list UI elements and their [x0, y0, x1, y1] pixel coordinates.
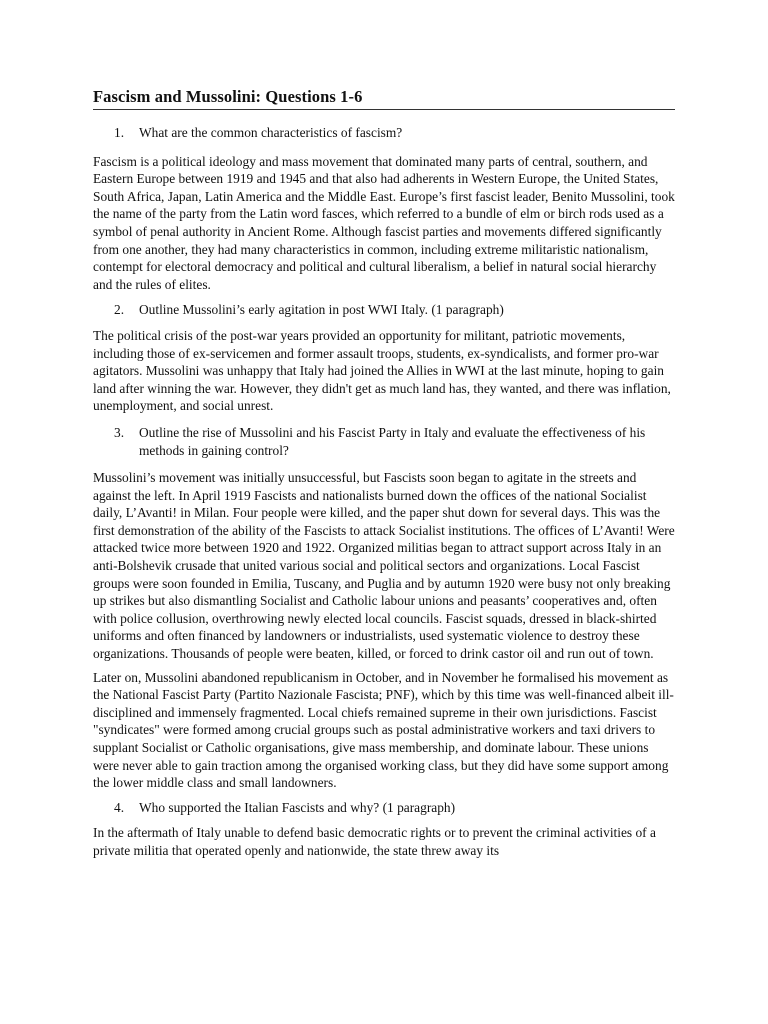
question-3: [93, 424, 675, 459]
answer-paragraph-5: In the aftermath of Italy unable to defend basic democratic rights or to prevent the criminal activities of a private militia that operated openly and nationwide, the state threw away its: [93, 825, 656, 858]
question-2: [93, 301, 675, 319]
question-text: What are the common characteristics of fascism?: [139, 125, 403, 140]
answer-paragraph-4: Later on, Mussolini abandoned republicanism in October, and in November he formalised his movement as the National Fascist Party (Partito Nazionale Fascista; PNF), which by this time was well-financed albeit ill-disciplined and immensely fragmented. Local chiefs remained supreme in their own jurisdictions. Fascist "syndicates" were formed among crucial groups such as postal administrative workers and taxi drivers to supplant Socialist or Catholic organisations, give mass membership, and dominate labour. These unions were never able to gain traction among the organised working class, but they did have some support among the lower middle class and small landowners.: [93, 669, 674, 791]
document-page: [93, 87, 675, 860]
answer-paragraph-3: Mussolini’s movement was initially unsuccessful, but Fascists soon began to agitate in the streets and against the left. In April 1919 Fascists and nationalists burned down the offices of the national Socialist daily, L’Avanti! in Milan. Four people were killed, and the paper shut down for several days. This was the first demonstration of the ability of the Fascists to attack Socialist institutions. The offices of L’Avanti! Were attacked twice more between 1920 and 1922. Organized militias began to attract support across Italy in an anti-Bolshevik crusade that united various social and political sectors and organizations. Local Fascist groups were soon founded in Emilia, Tuscany, and Puglia and by autumn 1920 were busy not only breaking up strikes but also dismantling Socialist and Catholic labour unions and peasants’ cooperatives and, often with police collusion, overthrowing newly elected local councils. Fascist squads, dressed in black-shirted uniforms and often financed by landowners or industrialists, used systematic violence to destroy these organizations. Thousands of people were beaten, killed, or forced to drink castor oil and run out of town.: [93, 470, 675, 662]
question-1: [93, 124, 675, 142]
question-number: 2.: [114, 302, 125, 318]
question-text: Outline the rise of Mussolini and his Fascist Party in Italy and evaluate the effectiveness of his methods in gaining control?: [139, 424, 646, 458]
answer-paragraph-2: The political crisis of the post-war years provided an opportunity for militant, patriotic movements, including those of ex-servicemen and former assault troops, students, ex-syndicalists, and former pro-war agitators. Mussolini was unhappy that Italy had joined the Allies in WWI at the last minute, hoping to gain land after winning the war. However, they didn't get as much land has, they wanted, and there was inflation, unemployment, and social unrest.: [93, 327, 671, 414]
question-text: Outline Mussolini’s early agitation in post WWI Italy. (1 paragraph): [139, 302, 504, 318]
question-text: Who supported the Italian Fascists and why? (1 paragraph): [139, 799, 456, 815]
question-number: 3.: [114, 424, 125, 440]
question-number: 4.: [114, 799, 125, 815]
document-title: Fascism and Mussolini: Questions 1-6: [93, 87, 675, 110]
answer-paragraph-1: Fascism is a political ideology and mass movement that dominated many parts of central, southern, and Eastern Europe between 1919 and 1945 and that also had adherents in Western Europe, the United States, South Africa, Japan, Latin America and the Middle East. Europe’s first fascist leader, Benito Mussolini, took the name of the party from the Latin word fasces, which referred to a bundle of elm or birch rods used as a symbol of penal authority in Ancient Rome. Although fascist parties and movements differed significantly from one another, they had many characteristics in common, including extreme militaristic nationalism, contempt for electoral democracy and political and cultural liberalism, a belief in natural social hierarchy and the rules of elites.: [93, 153, 675, 292]
question-number: 1.: [114, 125, 125, 140]
question-4: [93, 799, 675, 817]
